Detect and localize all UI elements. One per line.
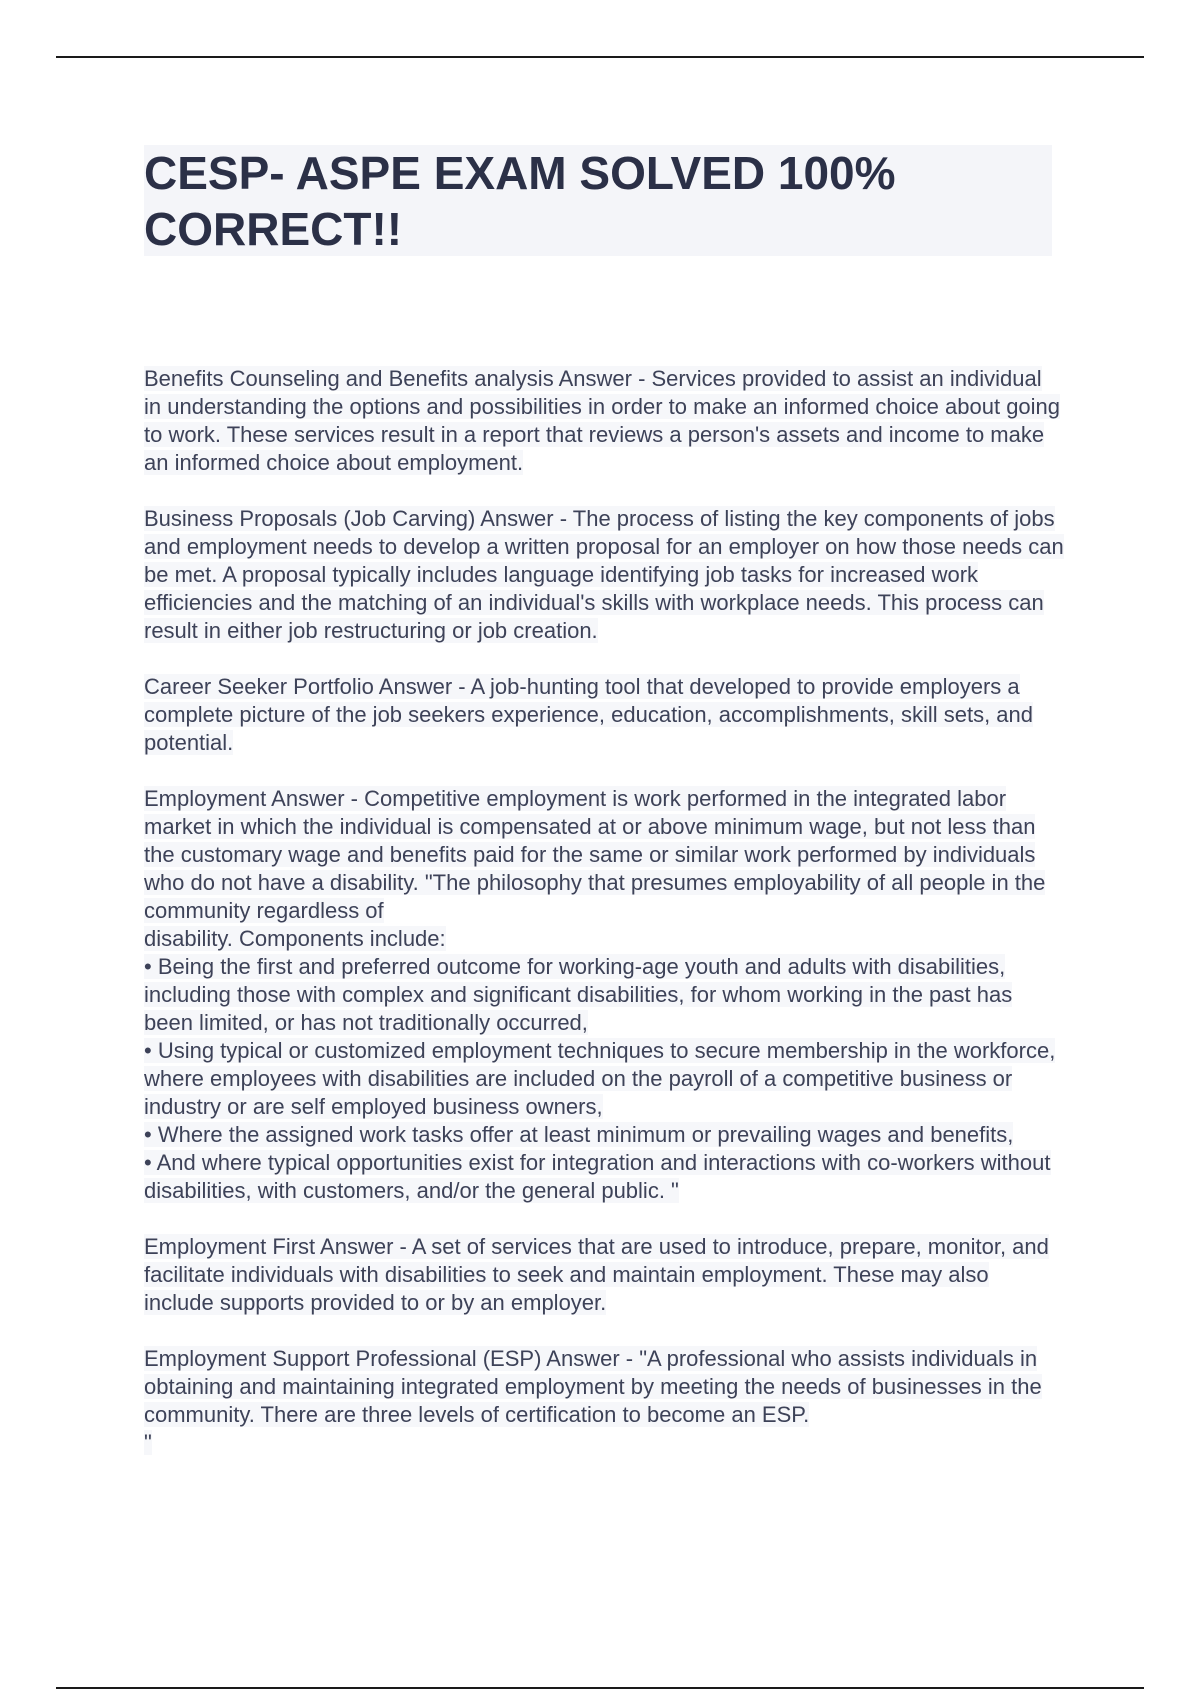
entry-text: Employment Answer - Competitive employment is work performed in the integrated labor market in which the individual is compensated at or above minimum wage, but not less than the customary wage and benefits paid for the same or similar work performed by individuals who do not have a disability. "The philosophy that presumes employability of all people in the community regardless of disability. Components include: • Being the first and preferred outcome for working-age youth and adults with disabilities, including those with complex and significant disabilities, for whom working in the past has been limited, or has not traditionally occurred, • Using typical or customized employment techniques to secure membership in the workforce, where employees with disabilities are included on the payroll of a competitive business or industry or are self employed business owners, • Where the assigned work tasks offer at least minimum or prevailing wages and benefits, • And where typical opportunities exist for integration and interactions with co-workers without disabilities, with customers, and/or the general public. " <box>144 786 1056 1203</box>
entry-text: Business Proposals (Job Carving) Answer - The process of listing the key components of jobs and employment needs to develop a written proposal for an employer on how those needs can be met. A proposal typically includes language identifying job tasks for increased work efficiencies and the matching of an individual's skills with workplace needs. This process can result in either job restructuring or job creation. <box>144 506 1064 643</box>
entry-text: Employment Support Professional (ESP) Answer - "A professional who assists individuals in obtaining and maintaining integrated employment by meeting the needs of businesses in the community. There are three levels of certification to become an ESP. " <box>144 1346 1042 1455</box>
entry-text: Employment First Answer - A set of services that are used to introduce, prepare, monitor, and facilitate individuals with disabilities to seek and maintain employment. These may also include supports provided to or by an employer. <box>144 1234 1049 1315</box>
bottom-rule <box>56 1687 1144 1689</box>
entry-employment-support-professional <box>144 1345 1064 1457</box>
entry-employment-first <box>144 1233 1064 1317</box>
entry-text: Career Seeker Portfolio Answer - A job-hunting tool that developed to provide employers a complete picture of the job seekers experience, education, accomplishments, skill sets, and potential. <box>144 674 1034 755</box>
entry-text: Benefits Counseling and Benefits analysis Answer - Services provided to assist an individual in understanding the options and possibilities in order to make an informed choice about going to work. These services result in a report that reviews a person's assets and income to make an informed choice about employment. <box>144 366 1061 475</box>
entry-career-seeker-portfolio <box>144 673 1064 757</box>
title-block <box>144 145 1052 256</box>
top-rule <box>56 56 1144 58</box>
entries-list <box>144 365 1064 1485</box>
entry-business-proposals <box>144 505 1064 645</box>
page-title: CESP- ASPE EXAM SOLVED 100% CORRECT!! <box>144 147 896 255</box>
entry-benefits-counseling <box>144 365 1064 477</box>
entry-employment <box>144 785 1064 1205</box>
